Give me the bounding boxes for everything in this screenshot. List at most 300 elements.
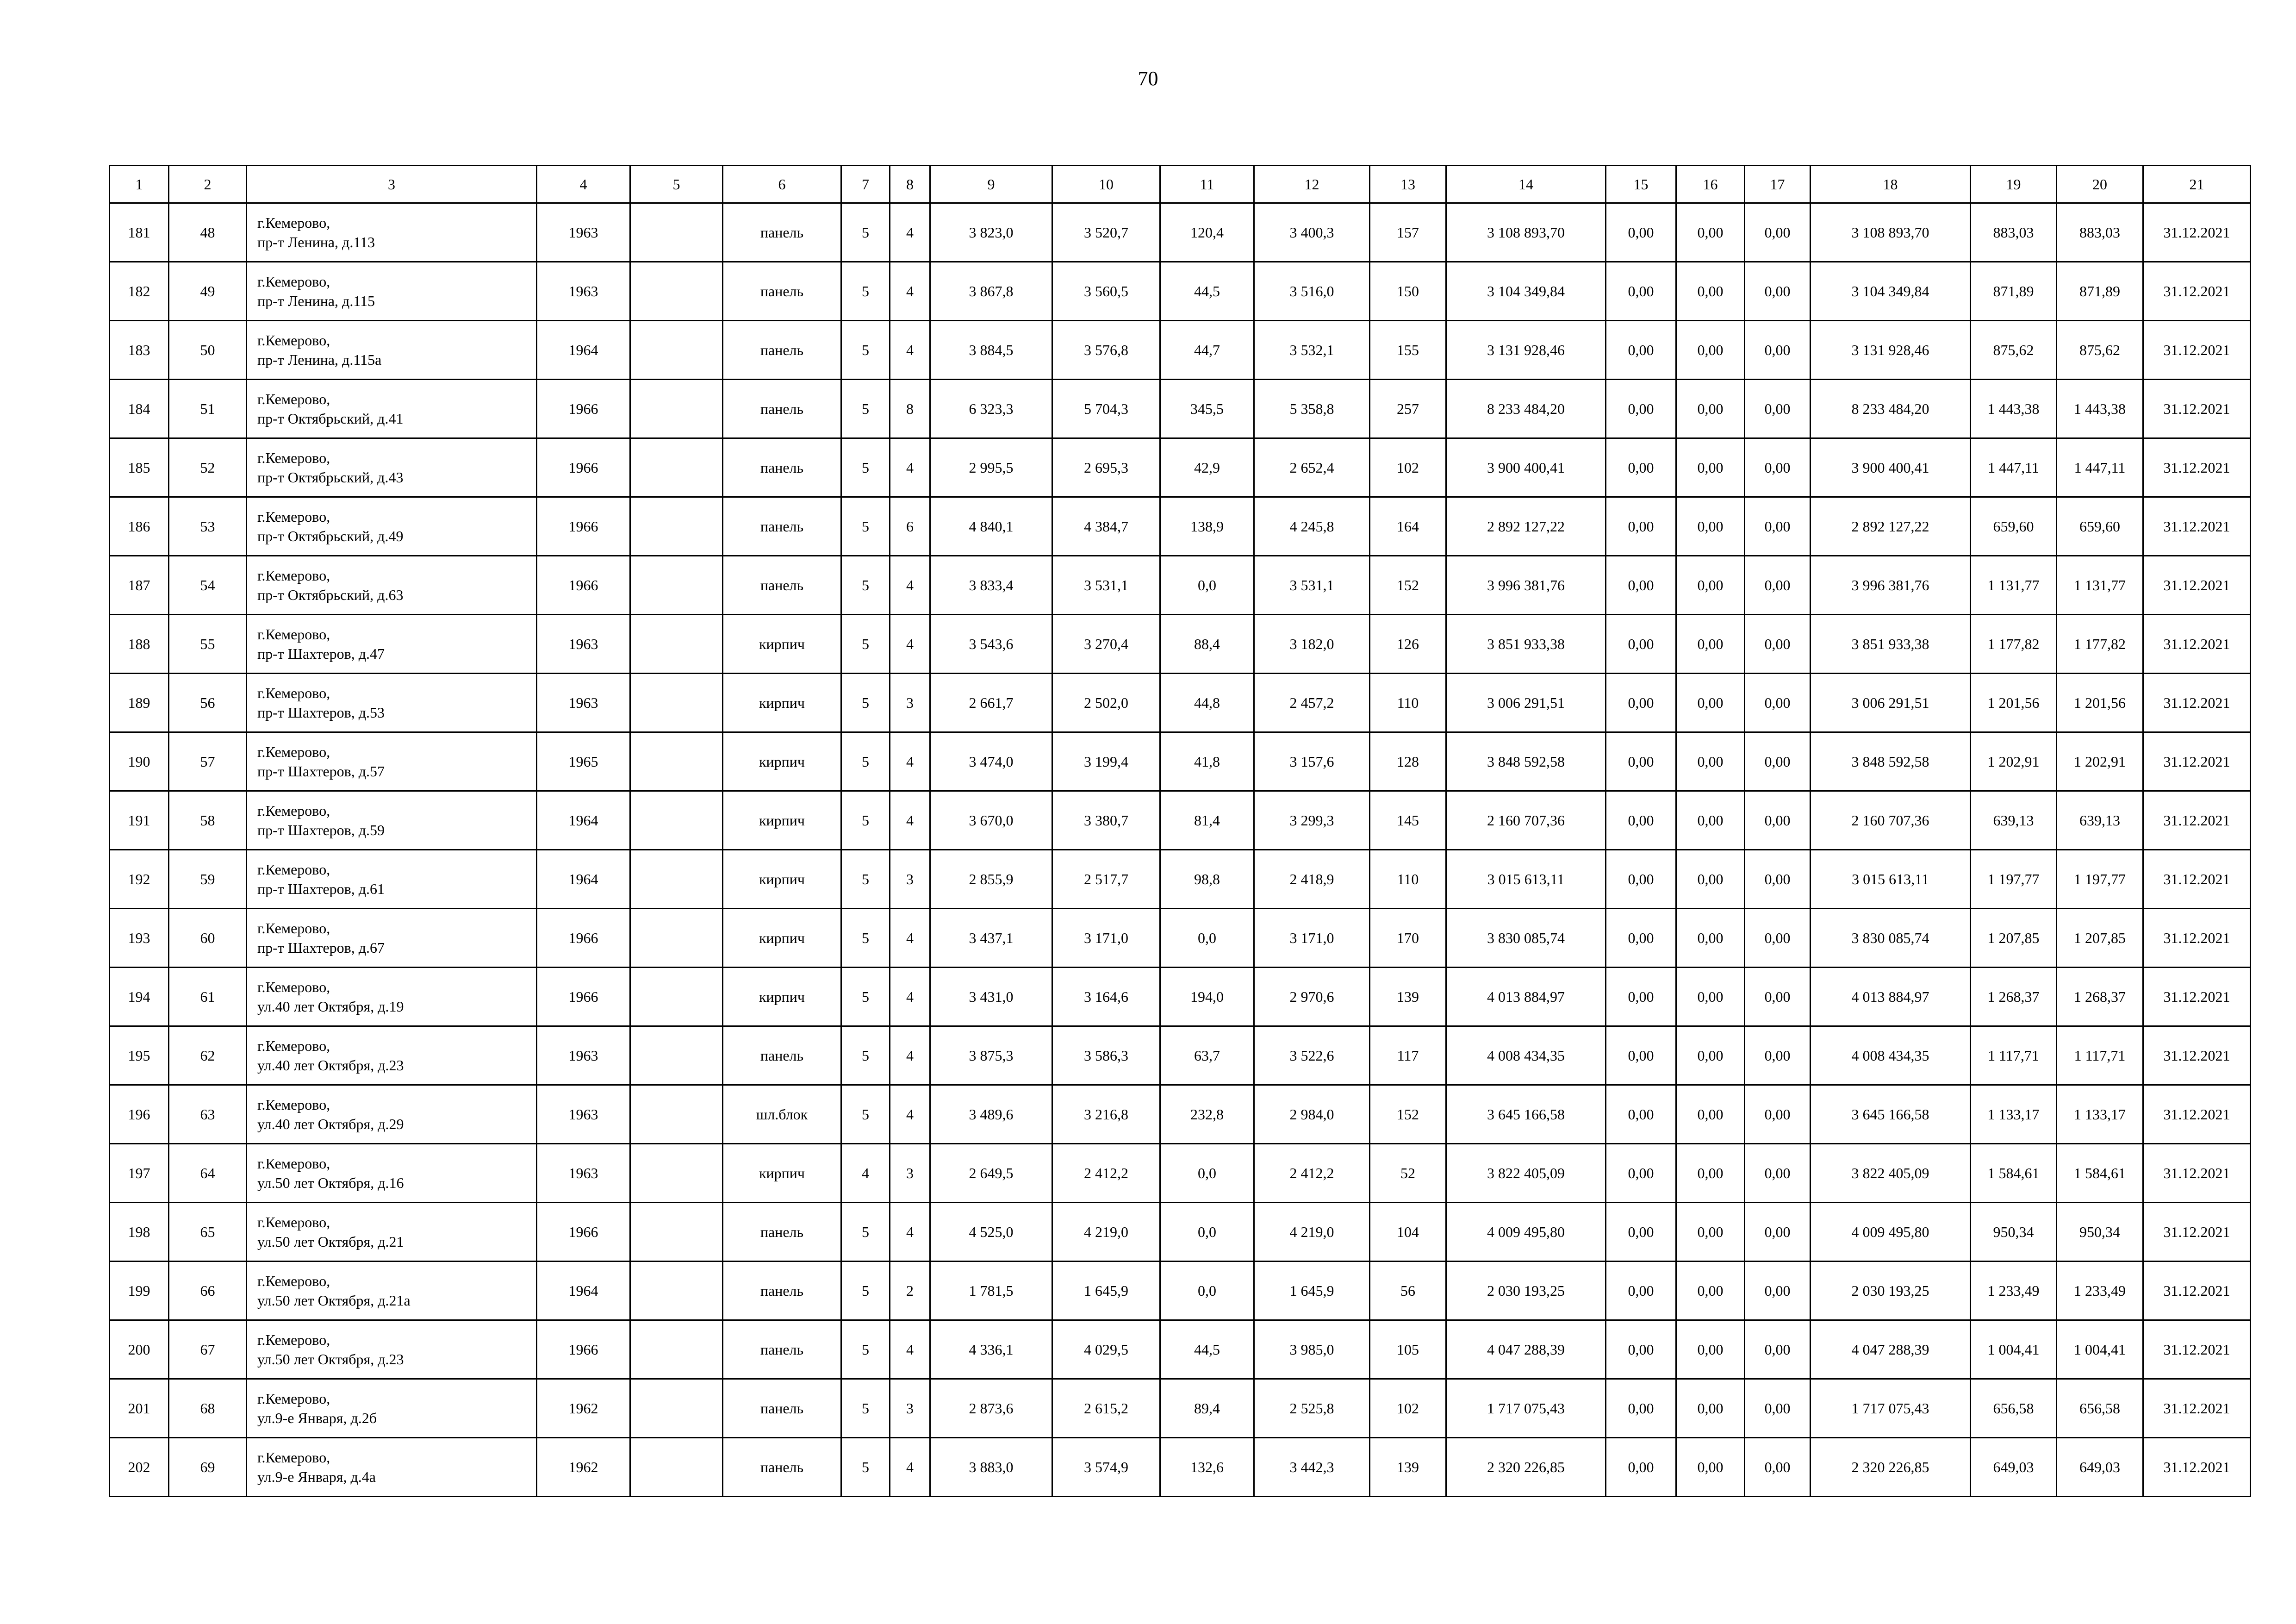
sub-number-cell: 64 (169, 1144, 247, 1203)
column-14-cell: 3 104 349,84 (1446, 262, 1606, 321)
column-header-20: 20 (2057, 166, 2143, 203)
column-12-cell: 2 652,4 (1254, 438, 1370, 497)
column-9-cell: 3 670,0 (930, 791, 1052, 850)
entrances-cell: 4 (890, 791, 930, 850)
column-13-cell: 126 (1370, 615, 1446, 674)
column-12-cell: 3 532,1 (1254, 321, 1370, 380)
column-20-cell: 1 201,56 (2057, 674, 2143, 732)
column-19-cell: 1 177,82 (1971, 615, 2057, 674)
column-16-cell: 0,00 (1676, 321, 1745, 380)
row-number-cell: 187 (110, 556, 169, 615)
year-built-cell: 1963 (537, 615, 630, 674)
entrances-cell: 4 (890, 1203, 930, 1262)
column-header-11: 11 (1160, 166, 1254, 203)
column-header-14: 14 (1446, 166, 1606, 203)
address-city: г.Кемерово, (257, 1390, 330, 1407)
address-city: г.Кемерово, (257, 508, 330, 525)
address-street: ул.50 лет Октября, д.21а (257, 1292, 411, 1309)
address-cell (247, 1085, 537, 1144)
wall-material-cell: панель (723, 1026, 841, 1085)
address-city: г.Кемерово, (257, 567, 330, 584)
column-14-cell: 3 015 613,11 (1446, 850, 1606, 909)
row-number-cell: 181 (110, 203, 169, 262)
date-cell: 31.12.2021 (2143, 1262, 2251, 1320)
row-number-cell: 195 (110, 1026, 169, 1085)
column-14-cell: 4 013 884,97 (1446, 968, 1606, 1026)
column-18-cell: 4 013 884,97 (1811, 968, 1971, 1026)
column-15-cell: 0,00 (1606, 1438, 1676, 1497)
column-5-cell (630, 1262, 723, 1320)
column-11-cell: 42,9 (1160, 438, 1254, 497)
column-5-cell (630, 1320, 723, 1379)
column-19-cell: 649,03 (1971, 1438, 2057, 1497)
column-19-cell: 1 443,38 (1971, 380, 2057, 438)
wall-material-cell: панель (723, 380, 841, 438)
address-cell (247, 556, 537, 615)
column-19-cell: 1 117,71 (1971, 1026, 2057, 1085)
floors-cell: 5 (841, 556, 890, 615)
column-10-cell: 3 520,7 (1052, 203, 1160, 262)
wall-material-cell: панель (723, 1262, 841, 1320)
year-built-cell: 1963 (537, 203, 630, 262)
floors-cell: 5 (841, 1379, 890, 1438)
wall-material-cell: кирпич (723, 1144, 841, 1203)
table-row (110, 321, 2251, 380)
column-13-cell: 145 (1370, 791, 1446, 850)
date-cell: 31.12.2021 (2143, 497, 2251, 556)
address-cell (247, 1262, 537, 1320)
column-header-8: 8 (890, 166, 930, 203)
column-16-cell: 0,00 (1676, 1262, 1745, 1320)
column-12-cell: 3 299,3 (1254, 791, 1370, 850)
column-16-cell: 0,00 (1676, 1085, 1745, 1144)
column-5-cell (630, 732, 723, 791)
column-header-7: 7 (841, 166, 890, 203)
column-18-cell: 3 996 381,76 (1811, 556, 1971, 615)
column-14-cell: 3 108 893,70 (1446, 203, 1606, 262)
column-12-cell: 5 358,8 (1254, 380, 1370, 438)
column-10-cell: 3 586,3 (1052, 1026, 1160, 1085)
column-15-cell: 0,00 (1606, 321, 1676, 380)
column-10-cell: 3 380,7 (1052, 791, 1160, 850)
column-13-cell: 157 (1370, 203, 1446, 262)
column-9-cell: 3 489,6 (930, 1085, 1052, 1144)
row-number-cell: 189 (110, 674, 169, 732)
column-14-cell: 2 892 127,22 (1446, 497, 1606, 556)
address-street: ул.50 лет Октября, д.16 (257, 1174, 404, 1191)
column-10-cell: 3 560,5 (1052, 262, 1160, 321)
date-cell: 31.12.2021 (2143, 909, 2251, 968)
column-9-cell: 3 543,6 (930, 615, 1052, 674)
wall-material-cell: панель (723, 497, 841, 556)
address-street: ул.40 лет Октября, д.29 (257, 1116, 404, 1132)
column-15-cell: 0,00 (1606, 1144, 1676, 1203)
column-19-cell: 1 201,56 (1971, 674, 2057, 732)
column-13-cell: 105 (1370, 1320, 1446, 1379)
sub-number-cell: 66 (169, 1262, 247, 1320)
address-street: пр-т Октябрьский, д.63 (257, 587, 404, 603)
year-built-cell: 1966 (537, 1320, 630, 1379)
column-14-cell: 3 830 085,74 (1446, 909, 1606, 968)
column-17-cell: 0,00 (1745, 1144, 1811, 1203)
sub-number-cell: 63 (169, 1085, 247, 1144)
column-header-5: 5 (630, 166, 723, 203)
column-18-cell: 3 830 085,74 (1811, 909, 1971, 968)
column-11-cell: 0,0 (1160, 1262, 1254, 1320)
column-19-cell: 1 197,77 (1971, 850, 2057, 909)
table-row (110, 732, 2251, 791)
row-number-cell: 202 (110, 1438, 169, 1497)
row-number-cell: 201 (110, 1379, 169, 1438)
address-city: г.Кемерово, (257, 920, 330, 937)
column-15-cell: 0,00 (1606, 615, 1676, 674)
column-5-cell (630, 556, 723, 615)
floors-cell: 5 (841, 262, 890, 321)
date-cell: 31.12.2021 (2143, 674, 2251, 732)
floors-cell: 5 (841, 497, 890, 556)
year-built-cell: 1966 (537, 968, 630, 1026)
entrances-cell: 4 (890, 909, 930, 968)
table-row (110, 1379, 2251, 1438)
column-11-cell: 0,0 (1160, 909, 1254, 968)
floors-cell: 5 (841, 1320, 890, 1379)
column-header-2: 2 (169, 166, 247, 203)
column-18-cell: 2 320 226,85 (1811, 1438, 1971, 1497)
column-14-cell: 4 047 288,39 (1446, 1320, 1606, 1379)
sub-number-cell: 57 (169, 732, 247, 791)
address-cell (247, 1438, 537, 1497)
column-11-cell: 132,6 (1160, 1438, 1254, 1497)
column-5-cell (630, 203, 723, 262)
column-14-cell: 8 233 484,20 (1446, 380, 1606, 438)
row-number-cell: 193 (110, 909, 169, 968)
column-14-cell: 3 996 381,76 (1446, 556, 1606, 615)
floors-cell: 5 (841, 968, 890, 1026)
entrances-cell: 3 (890, 1144, 930, 1203)
date-cell: 31.12.2021 (2143, 1438, 2251, 1497)
entrances-cell: 3 (890, 850, 930, 909)
column-18-cell: 3 131 928,46 (1811, 321, 1971, 380)
column-19-cell: 1 004,41 (1971, 1320, 2057, 1379)
column-15-cell: 0,00 (1606, 380, 1676, 438)
address-cell (247, 909, 537, 968)
column-15-cell: 0,00 (1606, 674, 1676, 732)
column-19-cell: 1 207,85 (1971, 909, 2057, 968)
date-cell: 31.12.2021 (2143, 1026, 2251, 1085)
column-20-cell: 1 197,77 (2057, 850, 2143, 909)
column-15-cell: 0,00 (1606, 262, 1676, 321)
sub-number-cell: 65 (169, 1203, 247, 1262)
column-16-cell: 0,00 (1676, 1026, 1745, 1085)
column-5-cell (630, 1085, 723, 1144)
column-10-cell: 3 574,9 (1052, 1438, 1160, 1497)
column-10-cell: 5 704,3 (1052, 380, 1160, 438)
column-11-cell: 98,8 (1160, 850, 1254, 909)
floors-cell: 5 (841, 438, 890, 497)
column-17-cell: 0,00 (1745, 1026, 1811, 1085)
column-17-cell: 0,00 (1745, 1085, 1811, 1144)
table-row (110, 380, 2251, 438)
address-street: пр-т Шахтеров, д.59 (257, 822, 385, 838)
address-city: г.Кемерово, (257, 450, 330, 466)
column-9-cell: 3 833,4 (930, 556, 1052, 615)
wall-material-cell: кирпич (723, 968, 841, 1026)
floors-cell: 5 (841, 791, 890, 850)
column-17-cell: 0,00 (1745, 909, 1811, 968)
column-9-cell: 4 336,1 (930, 1320, 1052, 1379)
column-12-cell: 3 442,3 (1254, 1438, 1370, 1497)
column-12-cell: 3 182,0 (1254, 615, 1370, 674)
entrances-cell: 4 (890, 262, 930, 321)
address-cell (247, 1320, 537, 1379)
column-16-cell: 0,00 (1676, 674, 1745, 732)
column-10-cell: 4 384,7 (1052, 497, 1160, 556)
column-5-cell (630, 1379, 723, 1438)
column-18-cell: 3 015 613,11 (1811, 850, 1971, 909)
date-cell: 31.12.2021 (2143, 438, 2251, 497)
column-17-cell: 0,00 (1745, 1438, 1811, 1497)
column-9-cell: 3 437,1 (930, 909, 1052, 968)
floors-cell: 5 (841, 380, 890, 438)
entrances-cell: 2 (890, 1262, 930, 1320)
address-cell (247, 1144, 537, 1203)
column-17-cell: 0,00 (1745, 497, 1811, 556)
column-16-cell: 0,00 (1676, 203, 1745, 262)
column-11-cell: 44,5 (1160, 1320, 1254, 1379)
date-cell: 31.12.2021 (2143, 1320, 2251, 1379)
row-number-cell: 197 (110, 1144, 169, 1203)
column-11-cell: 0,0 (1160, 1203, 1254, 1262)
address-city: г.Кемерово, (257, 979, 330, 995)
column-18-cell: 2 160 707,36 (1811, 791, 1971, 850)
column-16-cell: 0,00 (1676, 262, 1745, 321)
column-14-cell: 4 008 434,35 (1446, 1026, 1606, 1085)
column-17-cell: 0,00 (1745, 968, 1811, 1026)
floors-cell: 5 (841, 850, 890, 909)
address-street: ул.9-е Января, д.4а (257, 1468, 376, 1485)
column-20-cell: 1 584,61 (2057, 1144, 2143, 1203)
entrances-cell: 6 (890, 497, 930, 556)
year-built-cell: 1963 (537, 674, 630, 732)
column-14-cell: 3 851 933,38 (1446, 615, 1606, 674)
address-cell (247, 1203, 537, 1262)
address-cell (247, 497, 537, 556)
table-row (110, 968, 2251, 1026)
date-cell: 31.12.2021 (2143, 262, 2251, 321)
column-header-6: 6 (723, 166, 841, 203)
column-17-cell: 0,00 (1745, 262, 1811, 321)
sub-number-cell: 60 (169, 909, 247, 968)
date-cell: 31.12.2021 (2143, 1085, 2251, 1144)
column-20-cell: 656,58 (2057, 1379, 2143, 1438)
column-14-cell: 2 320 226,85 (1446, 1438, 1606, 1497)
column-9-cell: 1 781,5 (930, 1262, 1052, 1320)
column-header-15: 15 (1606, 166, 1676, 203)
column-17-cell: 0,00 (1745, 380, 1811, 438)
column-9-cell: 4 525,0 (930, 1203, 1052, 1262)
column-20-cell: 1 233,49 (2057, 1262, 2143, 1320)
column-16-cell: 0,00 (1676, 1379, 1745, 1438)
column-9-cell: 2 661,7 (930, 674, 1052, 732)
column-20-cell: 1 177,82 (2057, 615, 2143, 674)
entrances-cell: 4 (890, 732, 930, 791)
row-number-cell: 194 (110, 968, 169, 1026)
column-20-cell: 950,34 (2057, 1203, 2143, 1262)
address-street: пр-т Шахтеров, д.67 (257, 939, 385, 956)
column-15-cell: 0,00 (1606, 1085, 1676, 1144)
column-20-cell: 1 268,37 (2057, 968, 2143, 1026)
column-15-cell: 0,00 (1606, 791, 1676, 850)
year-built-cell: 1966 (537, 380, 630, 438)
address-street: пр-т Шахтеров, д.47 (257, 645, 385, 662)
wall-material-cell: панель (723, 556, 841, 615)
address-street: пр-т Октябрьский, д.49 (257, 528, 404, 544)
column-19-cell: 1 133,17 (1971, 1085, 2057, 1144)
row-number-cell: 192 (110, 850, 169, 909)
column-20-cell: 1 447,11 (2057, 438, 2143, 497)
column-17-cell: 0,00 (1745, 791, 1811, 850)
column-header-17: 17 (1745, 166, 1811, 203)
column-20-cell: 639,13 (2057, 791, 2143, 850)
page-number: 70 (1138, 67, 1158, 90)
address-cell (247, 615, 537, 674)
column-11-cell: 89,4 (1160, 1379, 1254, 1438)
address-city: г.Кемерово, (257, 802, 330, 819)
wall-material-cell: панель (723, 203, 841, 262)
column-11-cell: 44,8 (1160, 674, 1254, 732)
table-row (110, 203, 2251, 262)
column-13-cell: 102 (1370, 438, 1446, 497)
column-13-cell: 152 (1370, 1085, 1446, 1144)
table-row (110, 1144, 2251, 1203)
date-cell: 31.12.2021 (2143, 968, 2251, 1026)
address-cell (247, 203, 537, 262)
column-15-cell: 0,00 (1606, 1379, 1676, 1438)
column-10-cell: 3 270,4 (1052, 615, 1160, 674)
column-header-16: 16 (1676, 166, 1745, 203)
row-number-cell: 184 (110, 380, 169, 438)
entrances-cell: 4 (890, 556, 930, 615)
sub-number-cell: 48 (169, 203, 247, 262)
column-5-cell (630, 497, 723, 556)
column-10-cell: 3 576,8 (1052, 321, 1160, 380)
sub-number-cell: 58 (169, 791, 247, 850)
column-9-cell: 3 474,0 (930, 732, 1052, 791)
floors-cell: 5 (841, 1438, 890, 1497)
column-11-cell: 88,4 (1160, 615, 1254, 674)
column-9-cell: 3 431,0 (930, 968, 1052, 1026)
entrances-cell: 8 (890, 380, 930, 438)
column-16-cell: 0,00 (1676, 615, 1745, 674)
address-city: г.Кемерово, (257, 1449, 330, 1466)
column-18-cell: 2 892 127,22 (1811, 497, 1971, 556)
column-20-cell: 649,03 (2057, 1438, 2143, 1497)
column-18-cell: 3 645 166,58 (1811, 1085, 1971, 1144)
column-10-cell: 3 164,6 (1052, 968, 1160, 1026)
column-14-cell: 3 131 928,46 (1446, 321, 1606, 380)
address-street: пр-т Ленина, д.113 (257, 234, 375, 250)
address-street: пр-т Шахтеров, д.53 (257, 704, 385, 721)
date-cell: 31.12.2021 (2143, 1203, 2251, 1262)
column-11-cell: 41,8 (1160, 732, 1254, 791)
table-body (110, 203, 2251, 1497)
column-9-cell: 2 855,9 (930, 850, 1052, 909)
column-12-cell: 4 219,0 (1254, 1203, 1370, 1262)
column-19-cell: 875,62 (1971, 321, 2057, 380)
table-row (110, 791, 2251, 850)
sub-number-cell: 50 (169, 321, 247, 380)
column-16-cell: 0,00 (1676, 380, 1745, 438)
column-5-cell (630, 615, 723, 674)
column-11-cell: 0,0 (1160, 556, 1254, 615)
column-11-cell: 44,7 (1160, 321, 1254, 380)
column-11-cell: 0,0 (1160, 1144, 1254, 1203)
column-13-cell: 110 (1370, 850, 1446, 909)
column-header-13: 13 (1370, 166, 1446, 203)
column-12-cell: 4 245,8 (1254, 497, 1370, 556)
year-built-cell: 1966 (537, 497, 630, 556)
column-20-cell: 875,62 (2057, 321, 2143, 380)
address-street: пр-т Октябрьский, д.43 (257, 469, 404, 486)
table-row (110, 1262, 2251, 1320)
column-17-cell: 0,00 (1745, 1203, 1811, 1262)
housing-registry-table (109, 165, 2251, 1497)
sub-number-cell: 62 (169, 1026, 247, 1085)
row-number-cell: 185 (110, 438, 169, 497)
address-street: пр-т Ленина, д.115а (257, 351, 382, 368)
table-row (110, 1085, 2251, 1144)
wall-material-cell: панель (723, 321, 841, 380)
column-18-cell: 4 009 495,80 (1811, 1203, 1971, 1262)
sub-number-cell: 54 (169, 556, 247, 615)
year-built-cell: 1965 (537, 732, 630, 791)
column-header-4: 4 (537, 166, 630, 203)
year-built-cell: 1963 (537, 1085, 630, 1144)
column-17-cell: 0,00 (1745, 850, 1811, 909)
floors-cell: 5 (841, 909, 890, 968)
column-18-cell: 3 108 893,70 (1811, 203, 1971, 262)
column-10-cell: 1 645,9 (1052, 1262, 1160, 1320)
wall-material-cell: панель (723, 1320, 841, 1379)
column-12-cell: 3 516,0 (1254, 262, 1370, 321)
entrances-cell: 4 (890, 321, 930, 380)
column-20-cell: 1 443,38 (2057, 380, 2143, 438)
address-cell (247, 968, 537, 1026)
sub-number-cell: 68 (169, 1379, 247, 1438)
column-header-21: 21 (2143, 166, 2251, 203)
address-city: г.Кемерово, (257, 1273, 330, 1289)
entrances-cell: 4 (890, 1085, 930, 1144)
column-13-cell: 139 (1370, 1438, 1446, 1497)
column-12-cell: 2 525,8 (1254, 1379, 1370, 1438)
column-13-cell: 257 (1370, 380, 1446, 438)
column-14-cell: 2 030 193,25 (1446, 1262, 1606, 1320)
column-5-cell (630, 791, 723, 850)
table-row (110, 1438, 2251, 1497)
address-cell (247, 791, 537, 850)
address-city: г.Кемерово, (257, 1096, 330, 1113)
address-cell (247, 262, 537, 321)
address-city: г.Кемерово, (257, 685, 330, 701)
column-17-cell: 0,00 (1745, 1379, 1811, 1438)
column-19-cell: 871,89 (1971, 262, 2057, 321)
sub-number-cell: 56 (169, 674, 247, 732)
column-10-cell: 3 199,4 (1052, 732, 1160, 791)
row-number-cell: 199 (110, 1262, 169, 1320)
column-17-cell: 0,00 (1745, 732, 1811, 791)
column-18-cell: 3 851 933,38 (1811, 615, 1971, 674)
date-cell: 31.12.2021 (2143, 791, 2251, 850)
